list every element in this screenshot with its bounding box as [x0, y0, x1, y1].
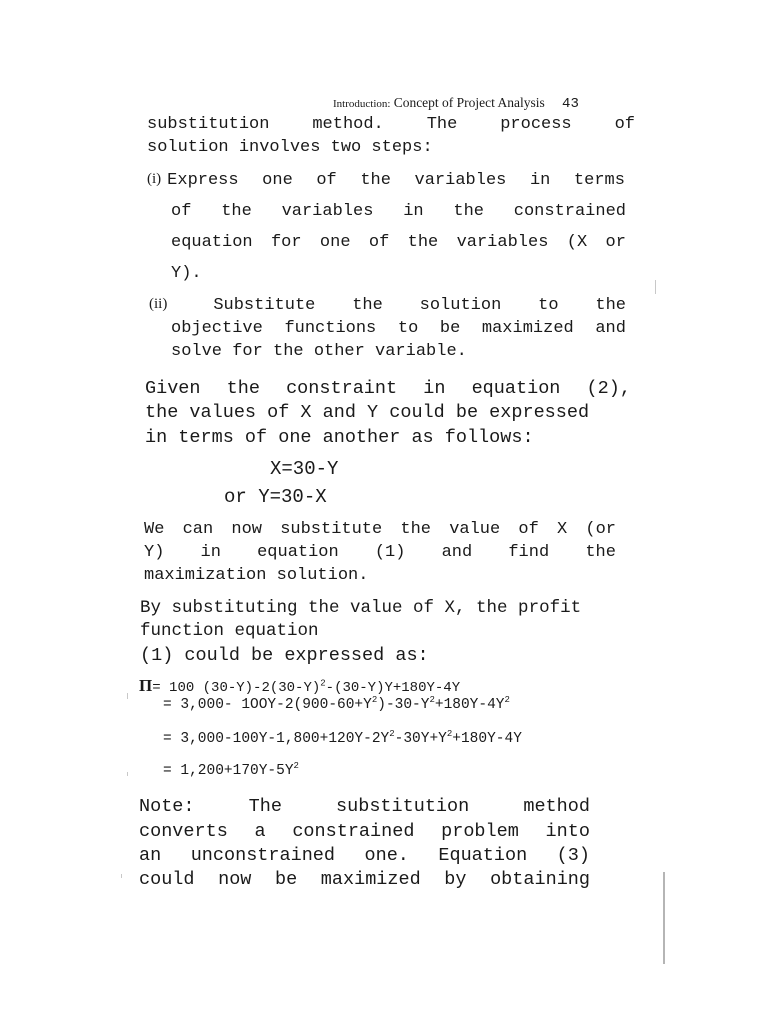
intro-line-2: solution involves two steps:: [147, 138, 433, 157]
word: objective: [171, 319, 263, 338]
word: now: [218, 869, 252, 890]
word: solution: [419, 296, 502, 315]
word: We: [144, 520, 165, 539]
word: now: [231, 520, 262, 539]
note-line-3: [139, 845, 590, 866]
word: value: [449, 520, 501, 539]
header-section-label: Introduction:: [333, 98, 391, 110]
by-line-2: function equation: [140, 621, 319, 641]
word: one: [319, 233, 351, 252]
step2-marker: (ii): [149, 296, 168, 312]
equation-x: X=30-Y: [270, 458, 339, 480]
scan-mark-top: [655, 280, 656, 294]
word: the: [221, 202, 252, 221]
word: substitute: [280, 520, 383, 539]
word: the: [226, 378, 260, 399]
word: of: [316, 171, 337, 190]
word: The: [426, 115, 458, 134]
word: (1): [374, 543, 406, 562]
header-title: Concept of Project Analysis: [393, 95, 545, 110]
word: Y): [144, 543, 165, 562]
page-number: 43: [562, 96, 579, 112]
word: an: [139, 845, 162, 866]
word: one: [262, 171, 293, 190]
word: obtaining: [490, 869, 590, 890]
word: equation: [257, 543, 339, 562]
substitute-line-1: [144, 520, 616, 539]
intro-line-1: [147, 115, 635, 134]
word: find: [508, 543, 550, 562]
word: constraint: [286, 378, 398, 399]
word: (2),: [586, 378, 631, 399]
substitute-line-3: maximization solution.: [144, 566, 369, 585]
word: Express: [167, 171, 239, 190]
word: by: [444, 869, 467, 890]
word: in: [423, 378, 446, 399]
word: the: [453, 202, 484, 221]
word: Note:: [139, 796, 195, 817]
word: of: [518, 520, 539, 539]
word: of: [171, 202, 192, 221]
scan-mark-left-3: [121, 874, 122, 878]
word: to: [538, 296, 559, 315]
word: (3): [556, 845, 590, 866]
substitute-line-2: [144, 543, 616, 562]
word: functions: [284, 319, 377, 338]
note-line-2: [139, 821, 590, 842]
word: of: [614, 115, 635, 134]
word: in: [200, 543, 221, 562]
word: (or: [585, 520, 616, 539]
word: equation: [471, 378, 561, 399]
by-line-3: (1) could be expressed as:: [140, 645, 429, 666]
word: be: [274, 869, 298, 890]
given-line-2: the values of X and Y could be expressed: [145, 402, 590, 423]
running-header: [333, 95, 579, 112]
word: Given: [145, 378, 201, 399]
step1-line-4: Y).: [171, 264, 202, 283]
step1-line-2: [171, 202, 626, 221]
word: variables: [456, 233, 549, 252]
word: unconstrained: [190, 845, 336, 866]
word: problem: [441, 821, 519, 842]
word: the: [360, 171, 391, 190]
word: one.: [364, 845, 409, 866]
step1-line-1: [147, 171, 625, 190]
word: constrained: [292, 821, 415, 842]
word: can: [182, 520, 214, 539]
word: constrained: [513, 202, 626, 221]
scan-mark-left-1: [127, 693, 128, 699]
given-line-3: in terms of one another as follows:: [145, 427, 534, 448]
word: to: [397, 319, 419, 338]
word: The: [248, 796, 282, 817]
word: Substitute: [213, 296, 316, 315]
word: the: [352, 296, 383, 315]
word: of: [368, 233, 390, 252]
pi-symbol: Π: [139, 676, 153, 695]
word: terms: [573, 171, 625, 190]
scan-mark-bottom: [663, 872, 665, 964]
step2-line-3: solve for the other variable.: [171, 342, 467, 361]
equation-y: or Y=30-X: [224, 486, 327, 508]
word: equation: [171, 233, 253, 252]
word: for: [270, 233, 302, 252]
word: variables: [414, 171, 507, 190]
word: maximized: [320, 869, 421, 890]
word: variables: [281, 202, 374, 221]
step2-line-1: [149, 296, 626, 315]
given-line-1: [145, 378, 631, 399]
word: in: [403, 202, 424, 221]
word: converts: [139, 821, 228, 842]
word: X: [557, 520, 568, 539]
derivation-row-4: = $1,200+170Y-5Y^2$: [163, 761, 299, 779]
word: into: [545, 821, 590, 842]
word: could: [139, 869, 195, 890]
word: be: [439, 319, 461, 338]
derivation-row-2: = 3,000- $1OOY-2(900-60+Y^2)-30-Y^2+180Y-4Y^2$: [163, 695, 510, 713]
scan-mark-left-2: [127, 772, 128, 776]
word: the: [585, 543, 616, 562]
word: in: [529, 171, 551, 190]
word: or: [605, 233, 626, 252]
by-line-1: By substituting the value of X, the profit: [140, 598, 582, 618]
word: and: [595, 319, 626, 338]
word: maximized: [481, 319, 574, 338]
word: the: [595, 296, 626, 315]
word: method: [523, 796, 590, 817]
step1-marker: (i): [147, 171, 162, 187]
word: the: [407, 233, 439, 252]
step2-line-2: [171, 319, 626, 338]
word: (X: [566, 233, 588, 252]
word: process: [500, 115, 572, 134]
derivation-row-1: Π= 100 $(30-Y)-2(30-Y)^2-(30-Y)Y+180Y-4Y$: [139, 676, 461, 696]
word: method.: [312, 115, 384, 134]
derivation-row-3: = $3,000-100Y-1,800+120Y-2Y^2-30Y+Y^2+180Y-4Y$: [163, 729, 522, 747]
word: the: [400, 520, 432, 539]
word: and: [441, 543, 473, 562]
note-line-1: [139, 796, 590, 817]
note-line-4: [139, 869, 590, 890]
step1-line-3: [171, 233, 626, 252]
word: substitution: [336, 796, 470, 817]
word: a: [254, 821, 266, 842]
word: Equation: [438, 845, 528, 866]
word: substitution: [147, 115, 270, 134]
